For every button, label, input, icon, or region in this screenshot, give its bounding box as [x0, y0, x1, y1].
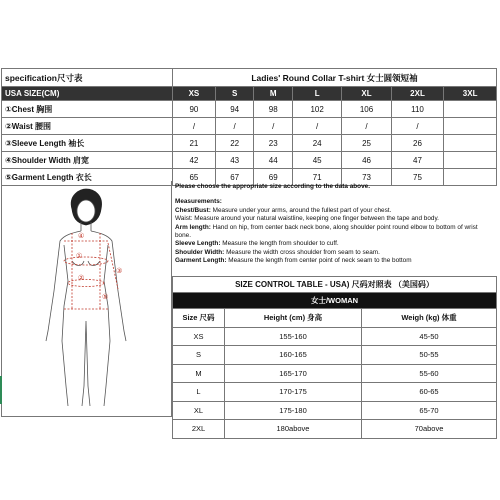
column-header: Size 尺码: [173, 309, 225, 328]
spec-title-left: specification尺寸表: [2, 69, 173, 87]
table-cell: 43: [215, 152, 254, 169]
table-cell: /: [342, 118, 391, 135]
table-cell: 155-160: [225, 327, 362, 346]
table-cell: [444, 135, 497, 152]
table-row: [173, 364, 497, 383]
size-col-header: XL: [342, 87, 391, 101]
table-cell: 21: [173, 135, 216, 152]
table-cell: 42: [173, 152, 216, 169]
size-col-header: 3XL: [444, 87, 497, 101]
spec-sheet: [1, 68, 497, 186]
table-cell: XS: [173, 327, 225, 346]
size-col-header: 2XL: [391, 87, 444, 101]
edge-accent: [0, 376, 2, 404]
table-cell: 44: [254, 152, 293, 169]
size-control-title: SIZE CONTROL TABLE - USA) 尺码对照表 （美国码）: [173, 277, 497, 293]
table-cell: [444, 152, 497, 169]
size-col-header: L: [292, 87, 341, 101]
table-cell: 70above: [362, 420, 497, 439]
table-row: [173, 401, 497, 420]
table-cell: 65-70: [362, 401, 497, 420]
table-cell: S: [173, 346, 225, 365]
lower-section: [1, 181, 497, 434]
table-row: [173, 327, 497, 346]
table-cell: 73: [342, 169, 391, 186]
measurement-item: Sleeve Length: Measure the length from shoulder to cuff.: [175, 240, 339, 248]
table-cell: 71: [292, 169, 341, 186]
row-label: ④Shoulder Width 肩宽: [2, 152, 173, 169]
table-cell: 46: [342, 152, 391, 169]
marker-length: ⑤: [102, 293, 109, 301]
measurement-info: [173, 181, 497, 268]
table-cell: /: [254, 118, 293, 135]
size-col-header: XS: [173, 87, 216, 101]
table-cell: 90: [173, 101, 216, 118]
table-cell: 102: [292, 101, 341, 118]
table-cell: 45-50: [362, 327, 497, 346]
row-label: ①Chest 胸围: [2, 101, 173, 118]
column-header: Weigh (kg) 体重: [362, 309, 497, 328]
measurement-item: Chest/Bust: Measure under your arms, around the fullest part of your chest.: [175, 206, 392, 214]
measurements-title: Measurements:: [175, 198, 222, 206]
table-cell: 110: [391, 101, 444, 118]
table-cell: /: [292, 118, 341, 135]
column-header: Height (cm) 身高: [225, 309, 362, 328]
table-cell: [444, 118, 497, 135]
spec-row-waist: [2, 118, 497, 135]
row-label: ②Waist 腰围: [2, 118, 173, 135]
table-cell: 26: [391, 135, 444, 152]
table-cell: M: [173, 364, 225, 383]
size-header-label: USA SIZE(CM): [2, 87, 173, 101]
size-control-subtitle: 女士/WOMAN: [173, 293, 497, 309]
measurement-item: Arm length: Hand on hip, from center back neck bone, along shoulder point round elbow to bottom of wrist bone.: [175, 223, 478, 240]
table-cell: XL: [173, 401, 225, 420]
table-row: [173, 383, 497, 402]
table-cell: 25: [342, 135, 391, 152]
table-cell: 23: [254, 135, 293, 152]
table-cell: 98: [254, 101, 293, 118]
spec-title-row: [2, 69, 497, 87]
table-cell: /: [215, 118, 254, 135]
table-cell: L: [173, 383, 225, 402]
table-cell: 160-165: [225, 346, 362, 365]
table-cell: 165-170: [225, 364, 362, 383]
table-cell: 180above: [225, 420, 362, 439]
size-header-row: [2, 87, 497, 101]
row-label: ⑤Garment Length 衣长: [2, 169, 173, 186]
figure-panel: [1, 181, 172, 417]
table-cell: 45: [292, 152, 341, 169]
table-cell: [444, 101, 497, 118]
marker-chest: ①: [76, 252, 83, 260]
table-cell: 24: [292, 135, 341, 152]
table-cell: 175-180: [225, 401, 362, 420]
table-cell: 60-65: [362, 383, 497, 402]
measurement-item: Waist: Measure around your natural waistline, keeping one finger between the tape and body.: [175, 215, 439, 223]
marker-waist: ②: [78, 274, 85, 282]
table-cell: 55-60: [362, 364, 497, 383]
spec-row-sleeve: [2, 135, 497, 152]
table-row: [173, 420, 497, 439]
size-col-header: M: [254, 87, 293, 101]
spec-table: [1, 68, 497, 186]
table-cell: /: [173, 118, 216, 135]
table-cell: 106: [342, 101, 391, 118]
table-cell: 75: [391, 169, 444, 186]
spec-row-chest: [2, 101, 497, 118]
measurement-item: Garment Length: Measure the length from center point of neck seam to the bottom: [175, 257, 412, 265]
marker-sleeve: ③: [116, 267, 123, 275]
size-control-table: [172, 276, 497, 439]
table-row: [173, 346, 497, 365]
table-cell: 50-55: [362, 346, 497, 365]
spec-row-shoulder: [2, 152, 497, 169]
table-cell: 67: [215, 169, 254, 186]
table-cell: 170-175: [225, 383, 362, 402]
table-cell: /: [391, 118, 444, 135]
table-cell: 22: [215, 135, 254, 152]
table-cell: 94: [215, 101, 254, 118]
size-col-header: S: [215, 87, 254, 101]
table-cell: 2XL: [173, 420, 225, 439]
table-cell: 47: [391, 152, 444, 169]
measurement-item: Shoulder Width: Measure the width cross shoulder from seam to seam.: [175, 248, 380, 256]
marker-shoulder: ④: [78, 232, 85, 240]
intro-text: Please choose the appropriate size according to the data above.: [175, 183, 370, 190]
table-cell: 69: [254, 169, 293, 186]
product-title: Ladies' Round Collar T-shirt 女士圆领短袖: [173, 69, 497, 87]
size-control-header-row: [173, 309, 497, 328]
row-label: ③Sleeve Length 袖长: [2, 135, 173, 152]
table-cell: 65: [173, 169, 216, 186]
body-measurement-figure: [2, 181, 171, 415]
